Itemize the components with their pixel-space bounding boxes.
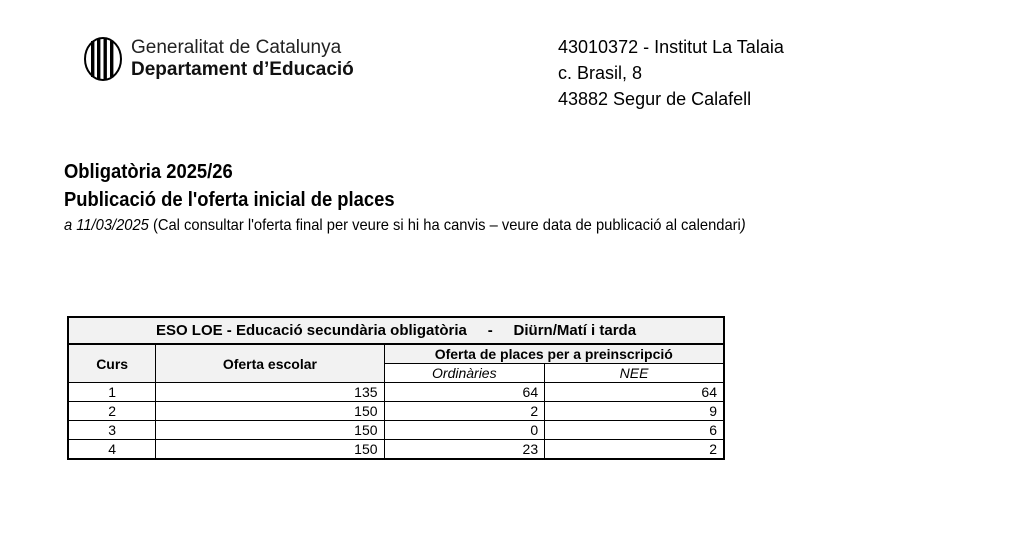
places-table bbox=[67, 316, 725, 460]
table-row bbox=[68, 402, 724, 421]
publication-note bbox=[64, 214, 746, 238]
title-separator: - bbox=[487, 322, 493, 339]
publication-date: a 11/03/2025 bbox=[64, 217, 149, 234]
school-city: 43882 Segur de Calafell bbox=[558, 89, 752, 109]
cell-nee: 2 bbox=[545, 440, 724, 460]
column-header-oferta-places: Oferta de places per a preinscripció bbox=[384, 344, 724, 364]
cell-curs: 2 bbox=[68, 402, 156, 421]
school-name: 43010372 - Institut La Talaia bbox=[558, 37, 784, 57]
cell-oferta: 150 bbox=[156, 421, 384, 440]
cell-nee: 64 bbox=[545, 383, 724, 402]
table-title bbox=[68, 317, 724, 344]
column-header-nee: NEE bbox=[545, 364, 724, 383]
program-name: ESO LOE - Educació secundària obligatòria bbox=[155, 322, 467, 339]
document-title: Obligatòria 2025/26 bbox=[64, 161, 233, 183]
header-row bbox=[68, 344, 724, 364]
table-row bbox=[68, 440, 724, 460]
logo-line-department: Departament d’Educació bbox=[131, 59, 354, 80]
cell-nee: 6 bbox=[545, 421, 724, 440]
column-header-ordinaries: Ordinàries bbox=[384, 364, 545, 383]
cell-oferta: 150 bbox=[156, 402, 384, 421]
logo-line-generalitat: Generalitat de Catalunya bbox=[131, 37, 342, 58]
cell-curs: 3 bbox=[68, 421, 156, 440]
note-close-paren: ) bbox=[740, 217, 746, 234]
note-open-paren: ( bbox=[148, 217, 158, 234]
table-row bbox=[68, 383, 724, 402]
cell-curs: 1 bbox=[68, 383, 156, 402]
cell-oferta: 135 bbox=[156, 383, 384, 402]
school-street: c. Brasil, 8 bbox=[558, 63, 643, 83]
cell-curs: 4 bbox=[68, 440, 156, 460]
cell-ordinaries: 0 bbox=[384, 421, 545, 440]
school-address bbox=[558, 34, 784, 112]
table-row bbox=[68, 421, 724, 440]
cell-nee: 9 bbox=[545, 402, 724, 421]
column-header-curs: Curs bbox=[68, 344, 156, 383]
logo bbox=[84, 37, 354, 81]
document-heading bbox=[64, 158, 805, 238]
cell-ordinaries: 64 bbox=[384, 383, 545, 402]
schedule-name: Diürn/Matí i tarda bbox=[513, 322, 637, 339]
table-title-row bbox=[68, 317, 724, 344]
generalitat-emblem-icon bbox=[84, 37, 122, 81]
column-header-oferta-escolar: Oferta escolar bbox=[156, 344, 384, 383]
publication-note-text: Cal consultar l'oferta final per veure si hi ha canvis – veure data de publicació al calendari bbox=[157, 217, 741, 234]
cell-ordinaries: 2 bbox=[384, 402, 545, 421]
document-subtitle: Publicació de l'oferta inicial de places bbox=[64, 189, 395, 211]
cell-oferta: 150 bbox=[156, 440, 384, 460]
cell-ordinaries: 23 bbox=[384, 440, 545, 460]
